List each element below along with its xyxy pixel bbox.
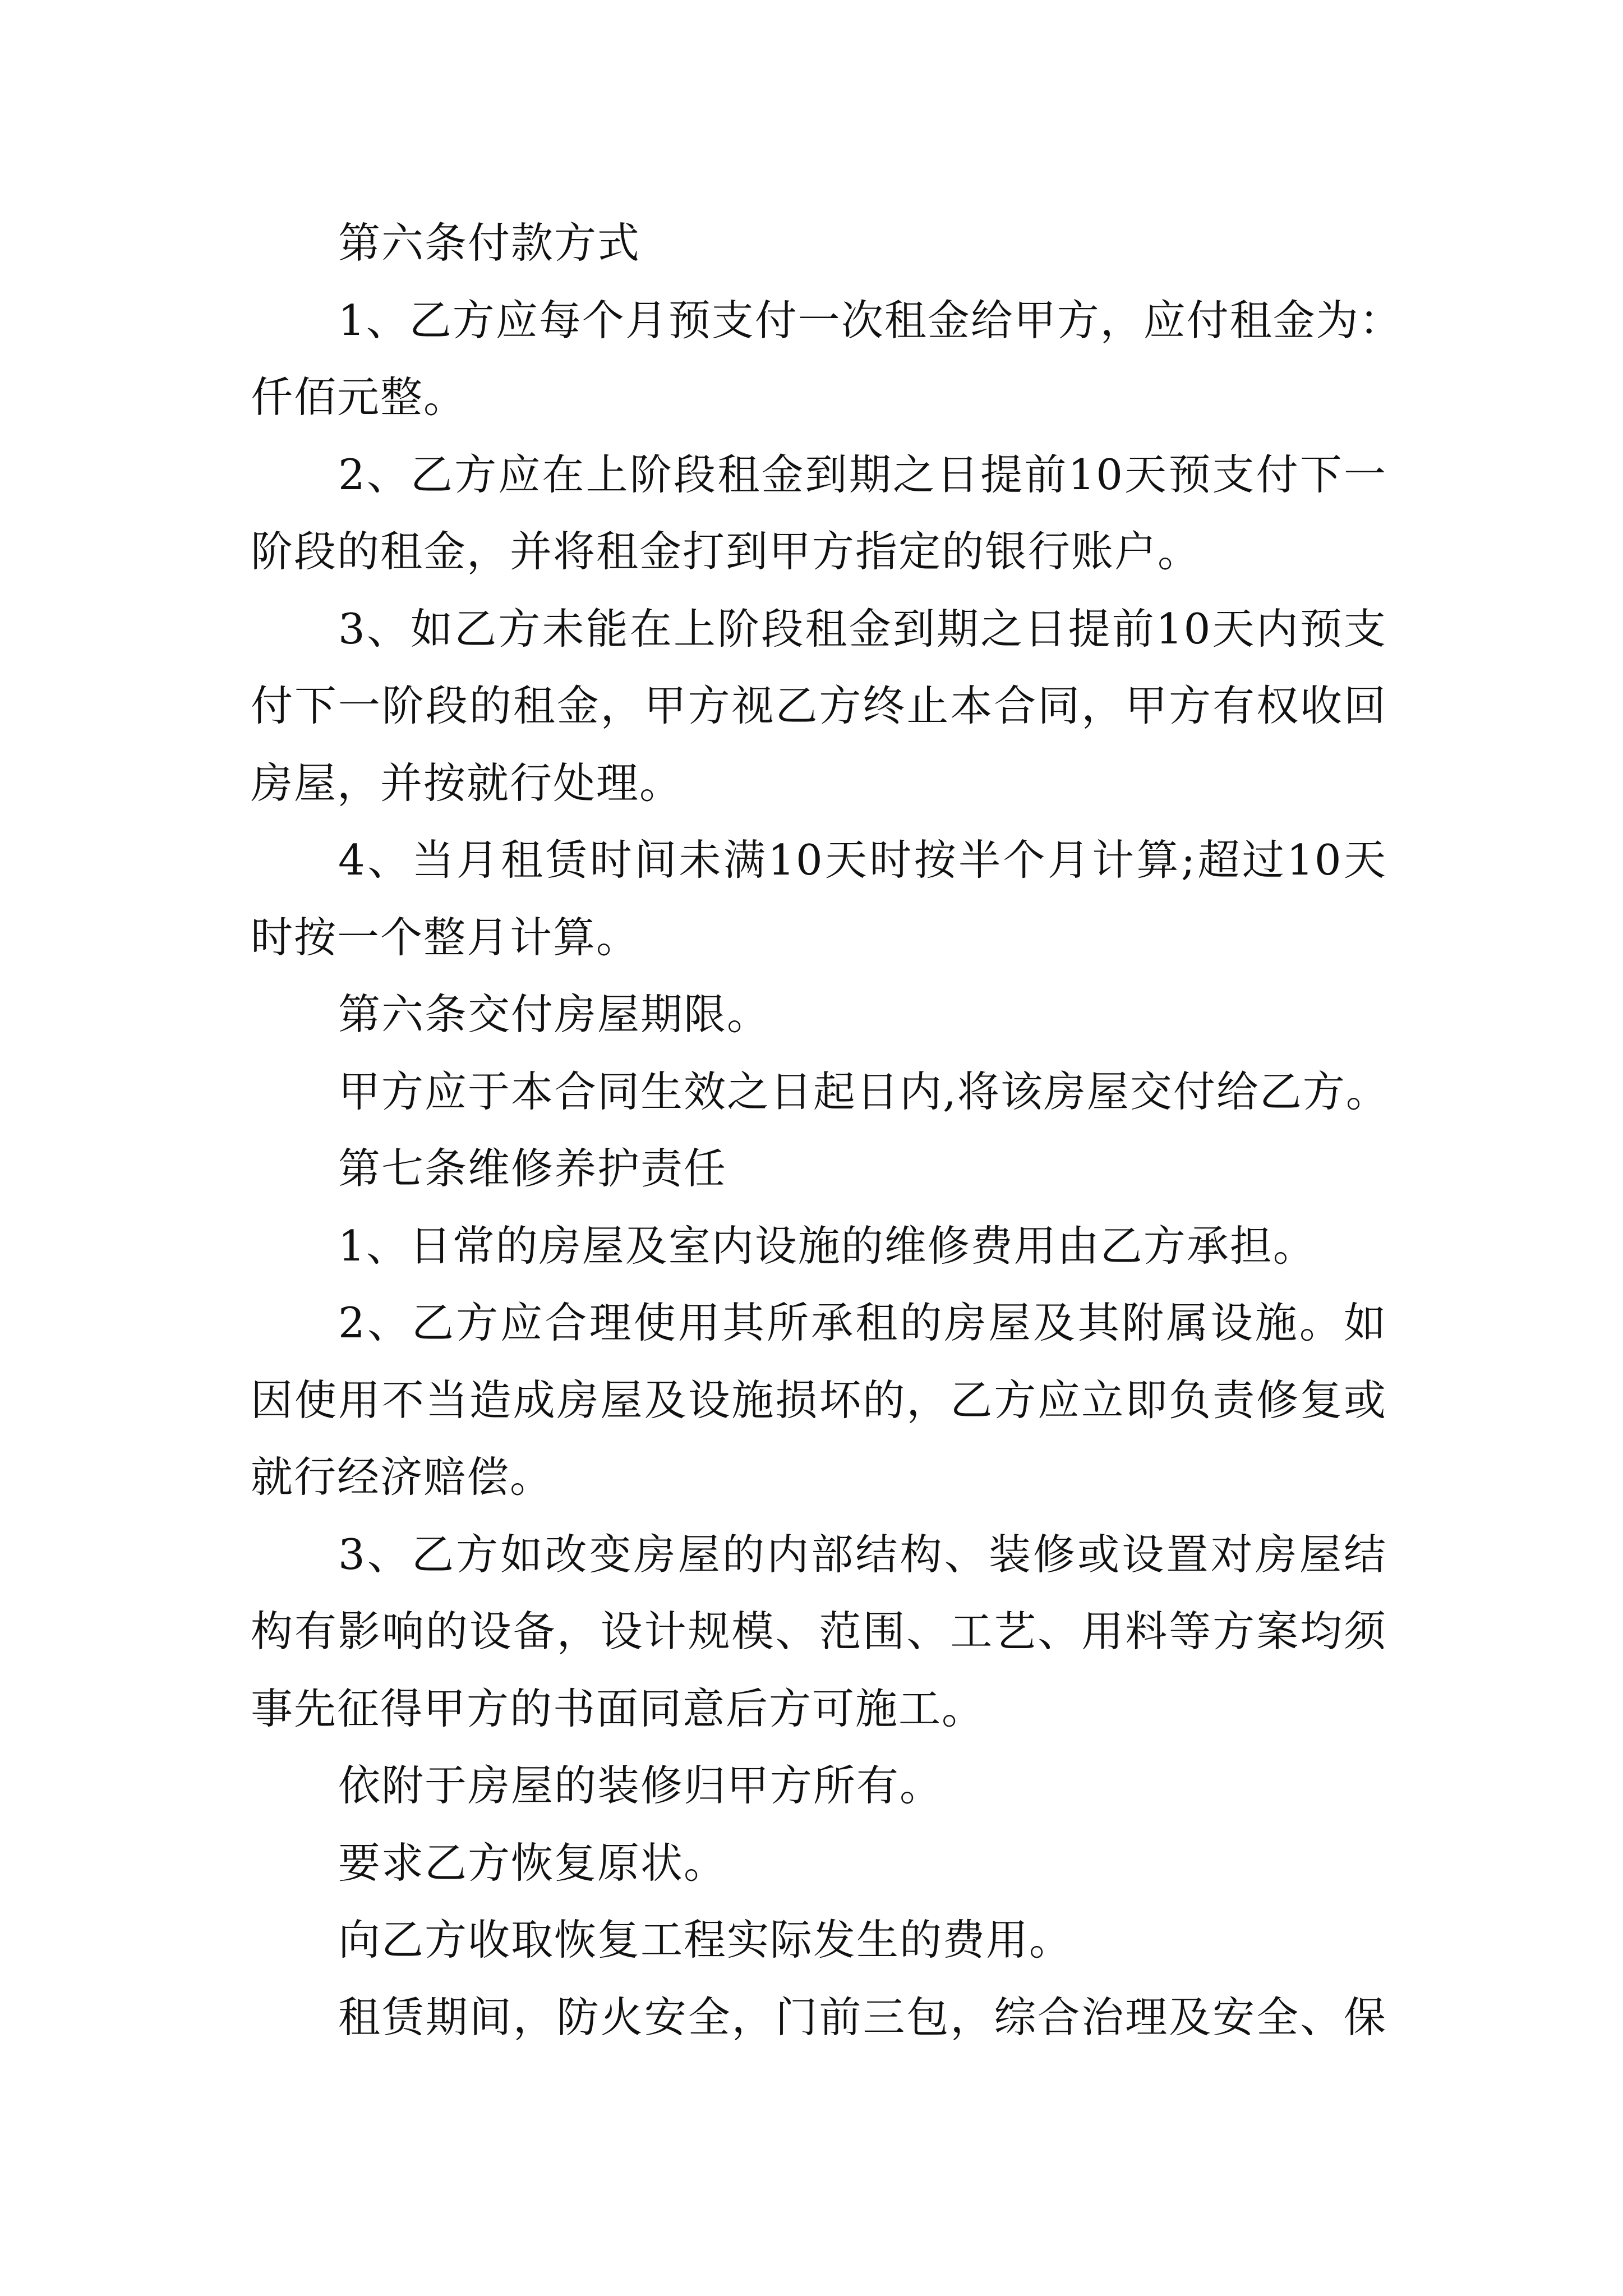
clause-paragraph bbox=[251, 591, 1387, 822]
paragraph-line: 2、乙方应合理使用其所承租的房屋及其附属设施。如 bbox=[338, 1298, 1387, 1347]
paragraph-line: 房屋，并按就行处理。 bbox=[251, 758, 683, 808]
article-heading bbox=[251, 205, 1387, 282]
paragraph-line: 就行经济赔偿。 bbox=[251, 1452, 554, 1502]
paragraph-line: 向乙方收取恢复工程实际发生的费用。 bbox=[338, 1915, 1073, 1964]
paragraph-line: 4、当月租赁时间未满10天时按半个月计算;超过10天 bbox=[338, 835, 1387, 885]
paragraph-line: 甲方应于本合同生效之日起日内,将该房屋交付给乙方。 bbox=[338, 1066, 1389, 1116]
heading-text: 第六条交付房屋期限。 bbox=[338, 990, 771, 1039]
paragraph-line: 3、乙方如改变房屋的内部结构、装修或设置对房屋结 bbox=[338, 1529, 1387, 1579]
article-heading bbox=[251, 1130, 1387, 1208]
paragraph-line: 付下一阶段的租金，甲方视乙方终止本合同，甲方有权收回 bbox=[251, 681, 1387, 730]
clause-paragraph bbox=[251, 1747, 1387, 1825]
paragraph-line: 因使用不当造成房屋及设施损坏的，乙方应立即负责修复或 bbox=[251, 1375, 1387, 1425]
clause-paragraph bbox=[251, 436, 1387, 591]
clause-paragraph bbox=[251, 1516, 1387, 1748]
paragraph-line: 阶段的租金，并将租金打到甲方指定的银行账户。 bbox=[251, 527, 1201, 576]
clause-paragraph bbox=[251, 1902, 1387, 1979]
clause-paragraph bbox=[251, 1979, 1387, 2056]
paragraph-line: 3、如乙方未能在上阶段租金到期之日提前10天内预支 bbox=[338, 604, 1387, 654]
article-heading bbox=[251, 976, 1387, 1053]
paragraph-line: 1、乙方应每个月预支付一次租金给甲方，应付租金为： bbox=[338, 295, 1403, 345]
clause-paragraph bbox=[251, 1285, 1387, 1516]
paragraph-line: 要求乙方恢复原状。 bbox=[338, 1838, 727, 1888]
clause-paragraph bbox=[251, 1208, 1387, 1285]
clause-paragraph bbox=[251, 282, 1403, 436]
paragraph-line: 仟佰元整。 bbox=[251, 372, 467, 422]
paragraph-line: 时按一个整月计算。 bbox=[251, 912, 640, 962]
paragraph-line: 依附于房屋的装修归甲方所有。 bbox=[338, 1761, 943, 1810]
heading-text: 第六条付款方式 bbox=[338, 218, 641, 268]
clause-paragraph bbox=[251, 1053, 1387, 1131]
clause-paragraph bbox=[251, 822, 1387, 976]
paragraph-line: 2、乙方应在上阶段租金到期之日提前10天预支付下一 bbox=[338, 449, 1387, 499]
paragraph-line: 事先征得甲方的书面同意后方可施工。 bbox=[251, 1683, 985, 1733]
paragraph-line: 租赁期间，防火安全，门前三包，综合治理及安全、保 bbox=[338, 1992, 1387, 2042]
clause-paragraph bbox=[251, 1825, 1387, 1902]
paragraph-line: 1、日常的房屋及室内设施的维修费用由乙方承担。 bbox=[338, 1221, 1316, 1271]
paragraph-line: 构有影响的设备，设计规模、范围、工艺、用料等方案均须 bbox=[251, 1607, 1387, 1656]
heading-text: 第七条维修养护责任 bbox=[338, 1144, 727, 1193]
